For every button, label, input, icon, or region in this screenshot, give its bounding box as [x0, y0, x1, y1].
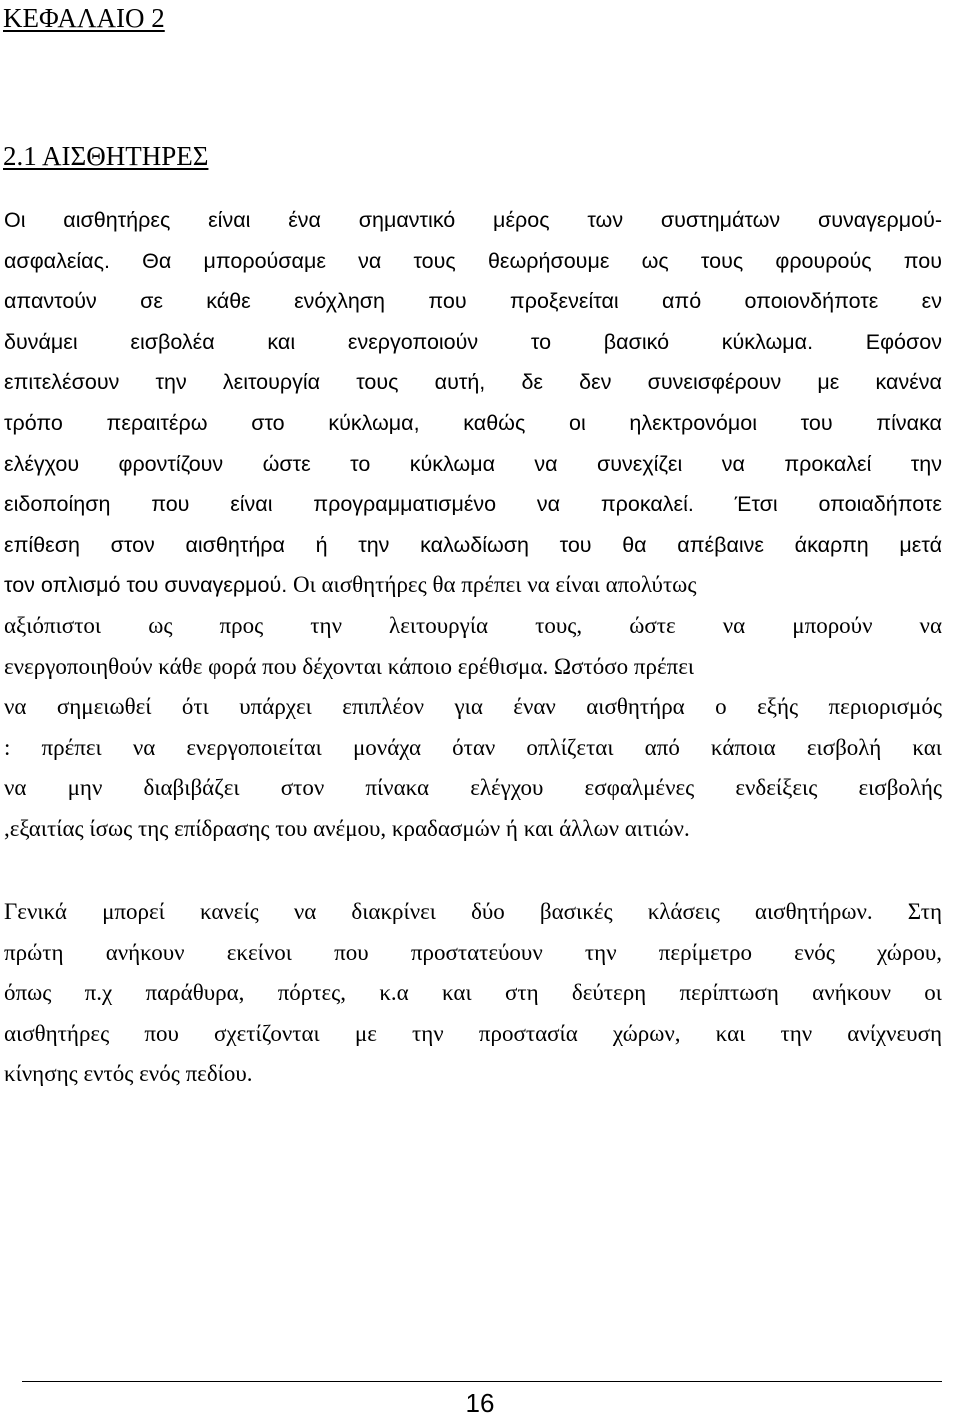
text-line	[4, 565, 942, 606]
text-line: Γενικά μπορεί κανείς να διακρίνει δύο βασικές κλάσεις αισθητήρων. Στη	[4, 899, 942, 924]
body-paragraph-1	[4, 200, 942, 850]
text-run: τον οπλισμό του συναγερμού.	[4, 573, 288, 598]
page-number: 16	[465, 1388, 495, 1418]
text-line: πρώτη ανήκουν εκείνοι που προστατεύουν την περίμετρο ενός χώρου,	[4, 939, 942, 965]
text-line: κίνησης εντός ενός πεδίου.	[4, 1061, 253, 1087]
text-line: αξιόπιστοι ως προς την λειτουργία τους, ώστε να μπορούν να	[4, 612, 942, 638]
chapter-heading: ΚΕΦΑΛΑΙΟ 2	[3, 3, 165, 33]
text-line: απαντούν σε κάθε ενόχληση που προξενείται από οποιονδήποτε εν	[4, 289, 942, 314]
text-line: επίθεση στον αισθητήρα ή την καλωδίωση του θα απέβαινε άκαρπη μετά	[4, 532, 942, 557]
text-line: αισθητήρες που σχετίζονται με την προστασία χώρων, και την ανίχνευση	[4, 1020, 942, 1046]
text-run: ενεργοποιηθούν κάθε φορά που δέχονται κάποιο ερέθισμα.	[4, 653, 549, 679]
text-line: όπως π.χ παράθυρα, πόρτες, κ.α και στη δεύτερη περίπτωση ανήκουν οι	[4, 980, 942, 1006]
text-line: να σημειωθεί ότι υπάρχει επιπλέον για έναν αισθητήρα ο εξής περιορισμός	[4, 694, 942, 720]
text-line: επιτελέσουν την λειτουργία τους αυτή, δε δεν συνεισφέρουν με κανένα	[4, 370, 942, 395]
text-line: ,εξαιτίας ίσως της επίδρασης του ανέμου, κραδασμών ή και άλλων αιτιών.	[4, 815, 690, 841]
text-line: τρόπο περαιτέρω στο κύκλωμα, καθώς οι ηλεκτρονόμοι του πίνακα	[4, 410, 942, 435]
text-line: ασφαλείας. Θα μπορούσαμε να τους θεωρήσουμε ως τους φρουρούς που	[4, 248, 942, 273]
text-line: ελέγχου φροντίζουν ώστε το κύκλωμα να συνεχίζει να προκαλεί την	[4, 451, 942, 476]
text-run: Οι αισθητήρες θα πρέπει να είναι απολύτως	[292, 572, 697, 598]
section-heading: 2.1 ΑΙΣΘΗΤΗΡΕΣ	[3, 141, 209, 171]
text-line: ειδοποίηση που είναι προγραμματισμένο να προκαλεί. Έτσι οποιαδήποτε	[4, 492, 942, 517]
text-run: Ωστόσο πρέπει	[554, 653, 695, 679]
body-paragraph-2	[4, 892, 942, 1095]
text-line: : πρέπει να ενεργοποιείται μονάχα όταν οπλίζεται από κάποια εισβολή και	[4, 734, 942, 760]
text-line	[4, 647, 942, 688]
text-line: να μην διαβιβάζει στον πίνακα ελέγχου εσφαλμένες ενδείξεις εισβολής	[4, 775, 942, 801]
text-line: δυνάμει εισβολέα και ενεργοποιούν το βασικό κύκλωμα. Εφόσον	[4, 329, 942, 354]
footer-divider	[22, 1381, 942, 1382]
text-line: Οι αισθητήρες είναι ένα σημαντικό μέρος των συστημάτων συναγερμού-	[4, 208, 942, 232]
